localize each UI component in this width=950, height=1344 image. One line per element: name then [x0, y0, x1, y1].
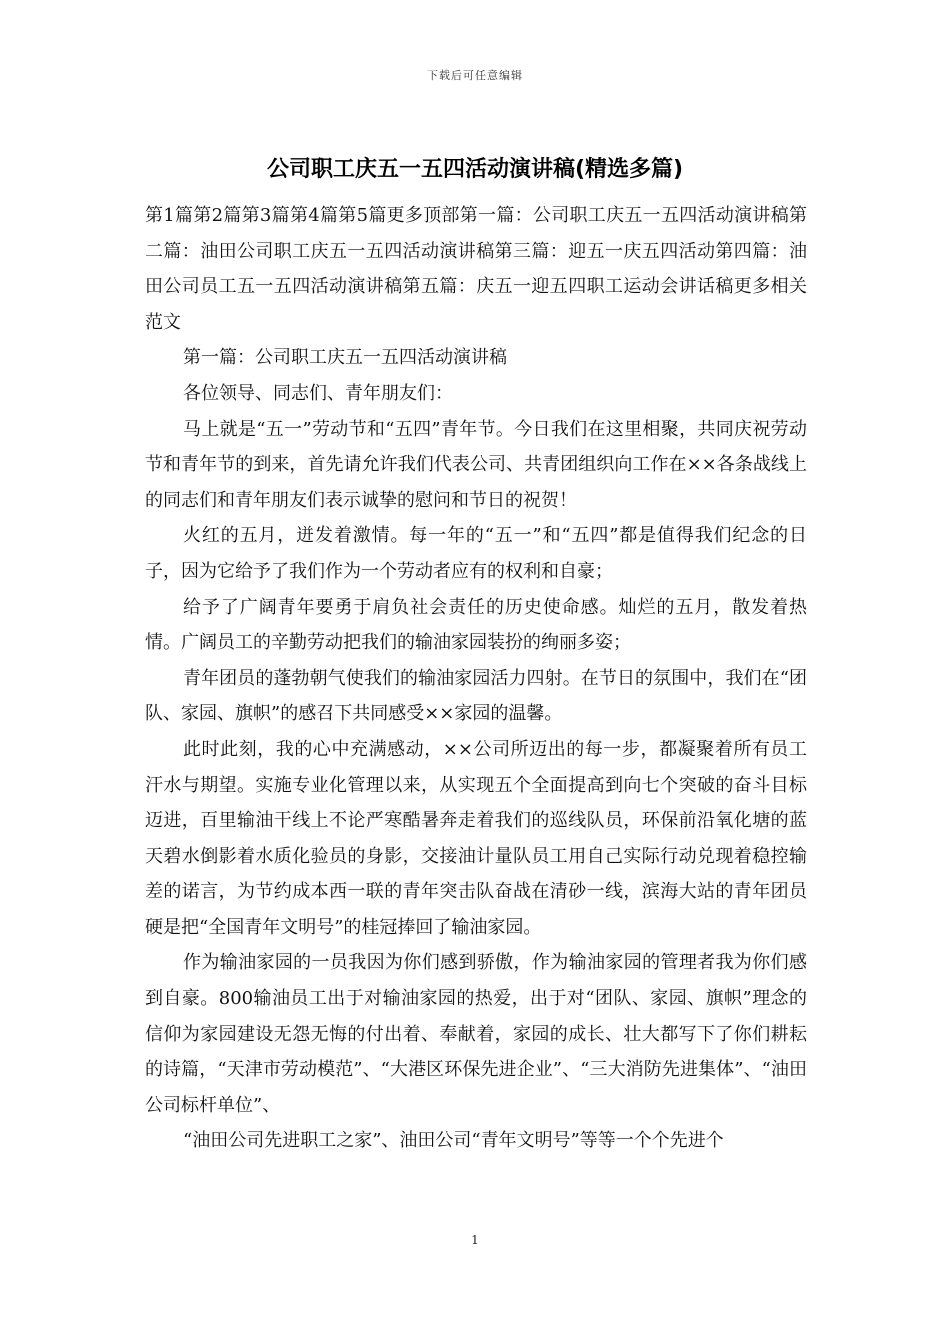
paragraph: 第一篇：公司职工庆五一五四活动演讲稿: [183, 347, 507, 369]
paragraph: 火红的五月，迸发着激情。每一年的“五一”和“五四”都是值得我们纪念的日子，因为它给予了我们作为一个劳动者应有的权利和自豪；: [145, 525, 807, 582]
document-body: [145, 198, 807, 1159]
paragraph: 此时此刻，我的心中充满感动，××公司所迈出的每一步，都凝聚着所有员工汗水与期望。实施专业化管理以来，从实现五个全面提高到向七个突破的奋斗目标迈进，百里输油干线上不论严寒酷暑奔走着我们的巡线队员，环保前沿氧化塘的蓝天碧水倒影着水质化验员的身影，交接油计量队员工用自己实际行动兑现着稳控输差的诺言，为节约成本西一联的青年突击队奋战在清砂一线，滨海大站的青年团员硬是把“全国青年文明号”的桂冠捧回了输油家园。: [145, 738, 807, 938]
document-title: 公司职工庆五一五四活动演讲稿(精选多篇): [266, 157, 684, 182]
header-note: 下载后可任意编辑: [427, 69, 523, 82]
paragraph: 青年团员的蓬勃朝气使我们的输油家园活力四射。在节日的氛围中，我们在“团队、家园、旗帜”的感召下共同感受××家园的温馨。: [145, 667, 807, 725]
paragraph: 马上就是“五一”劳动节和“五四”青年节。今日我们在这里相聚，共同庆祝劳动节和青年节的到来，首先请允许我们代表公司、共青团组织向工作在××各条战线上的同志们和青年朋友们表示诚挚的慰问和节日的祝贺！: [145, 418, 807, 511]
paragraph: 给予了广阔青年要勇于肩负社会责任的历史使命感。灿烂的五月，散发着热情。广阔员工的辛勤劳动把我们的输油家园装扮的绚丽多姿；: [145, 596, 807, 654]
paragraph: “油田公司先进职工之家”、油田公司“青年文明号”等等一个个先进个: [183, 1130, 724, 1152]
page-number: 1: [471, 1233, 479, 1247]
paragraph: 各位领导、同志们、青年朋友们：: [183, 382, 453, 404]
paragraph: 作为输油家园的一员我因为你们感到骄傲，作为输油家园的管理者我为你们感到自豪。800输油员工出于对输油家园的热爱，出于对“团队、家园、旗帜”理念的信仰为家园建设无怨无悔的付出着、奉献着，家园的成长、壮大都写下了你们耕耘的诗篇，“天津市劳动模范”、“大港区环保先进企业”、“三大消防先进集体”、“油田公司标杆单位”、: [145, 952, 807, 1116]
table-of-contents: 第1篇第2篇第3篇第4篇第5篇更多顶部第一篇：公司职工庆五一五四活动演讲稿第二篇：油田公司职工庆五一五四活动演讲稿第三篇：迎五一庆五四活动第四篇：油田公司员工五一五四活动演讲稿第五篇：庆五一迎五四职工运动会讲话稿更多相关范文: [145, 205, 807, 333]
